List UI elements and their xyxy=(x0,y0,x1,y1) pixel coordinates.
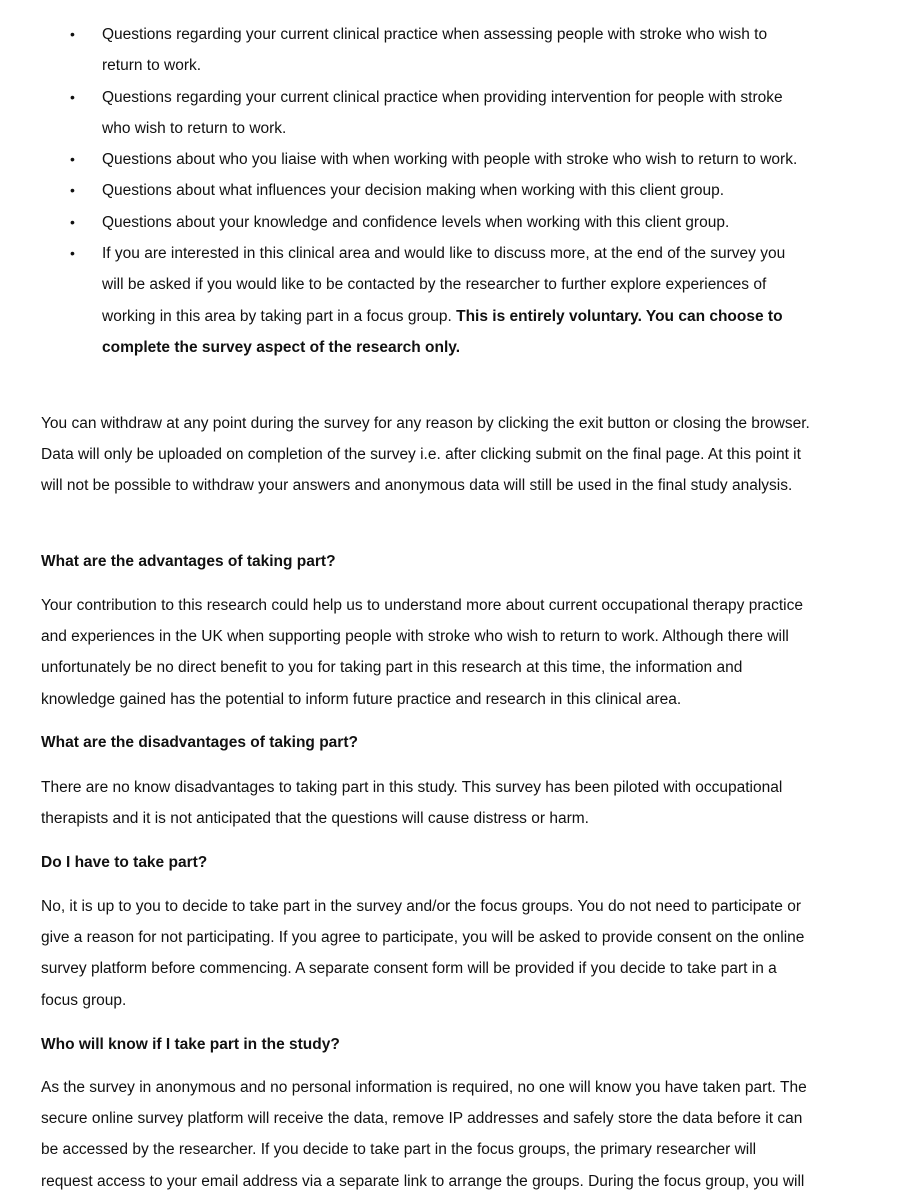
list-item xyxy=(0,175,802,206)
withdraw-paragraph: You can withdraw at any point during the survey for any reason by clicking the exit button or closing the browser. Data will only be uploaded on completion of the survey i.e. after clicking submit on the final page. At this point it will not be possible to withdraw your answers and anonymous data will still be used in the final study analysis. xyxy=(41,415,810,495)
survey-topics-list xyxy=(0,19,900,363)
bullet-icon: • xyxy=(70,151,75,168)
take-part-heading: Do I have to take part? xyxy=(41,854,208,871)
list-item xyxy=(0,82,802,145)
list-item xyxy=(0,238,802,363)
bullet-icon: • xyxy=(70,213,75,230)
who-knows-paragraph: As the survey in anonymous and no personal information is required, no one will know you have taken part. The secure online survey platform will receive the data, remove IP addresses and safely store the data before it can be accessed by the researcher. If you decide to take part in the focus groups, the primary researcher will request access to your email address via a separate link to arrange the groups. During the focus group, you will xyxy=(41,1079,807,1190)
list-item xyxy=(0,144,802,175)
list-item-text: Questions about who you liaise with when working with people with stroke who wish to return to work. xyxy=(102,151,798,169)
list-item xyxy=(0,207,802,238)
list-item-text: Questions about your knowledge and confidence levels when working with this client group. xyxy=(102,213,730,231)
list-item-text: If you are interested in this clinical area and would like to discuss more, at the end of the survey you will be asked if you would like to be contacted by the researcher to further explore experiences of working in this area by taking part in a focus group. xyxy=(102,245,786,325)
disadvantages-paragraph: There are no know disadvantages to taking part in this study. This survey has been piloted with occupational therapists and it is not anticipated that the questions will cause distress or harm. xyxy=(41,779,783,828)
list-item-text: Questions regarding your current clinical practice when providing intervention for people with stroke who wish to return to work. xyxy=(102,88,783,137)
bullet-icon: • xyxy=(70,26,75,42)
who-knows-heading: Who will know if I take part in the study? xyxy=(41,1036,340,1053)
bullet-icon: • xyxy=(70,245,75,262)
advantages-heading: What are the advantages of taking part? xyxy=(41,553,336,570)
bullet-icon: • xyxy=(70,182,75,199)
list-item-text: Questions about what influences your decision making when working with this client group. xyxy=(102,182,725,200)
take-part-paragraph: No, it is up to you to decide to take part in the survey and/or the focus groups. You do not need to participate or give a reason for not participating. If you agree to participate, you will be asked to provide consent on the online survey platform before commencing. A separate consent form will be provided if you decide to take part in a focus group. xyxy=(41,898,805,1009)
advantages-paragraph: Your contribution to this research could help us to understand more about current occupational therapy practice and experiences in the UK when supporting people with stroke who wish to return to work. Although there will unfortunately be no direct benefit to you for taking part in this research at this time, the information and knowledge gained has the potential to inform future practice and research in this clinical area. xyxy=(41,597,803,708)
list-item-bold-text: This is entirely voluntary. You can choose to complete the survey aspect of the research only. xyxy=(102,307,783,356)
bullet-icon: • xyxy=(70,88,75,105)
list-item-text: Questions regarding your current clinical practice when assessing people with stroke who wish to return to work. xyxy=(102,26,768,75)
list-item xyxy=(0,19,802,82)
disadvantages-heading: What are the disadvantages of taking part? xyxy=(41,734,358,751)
